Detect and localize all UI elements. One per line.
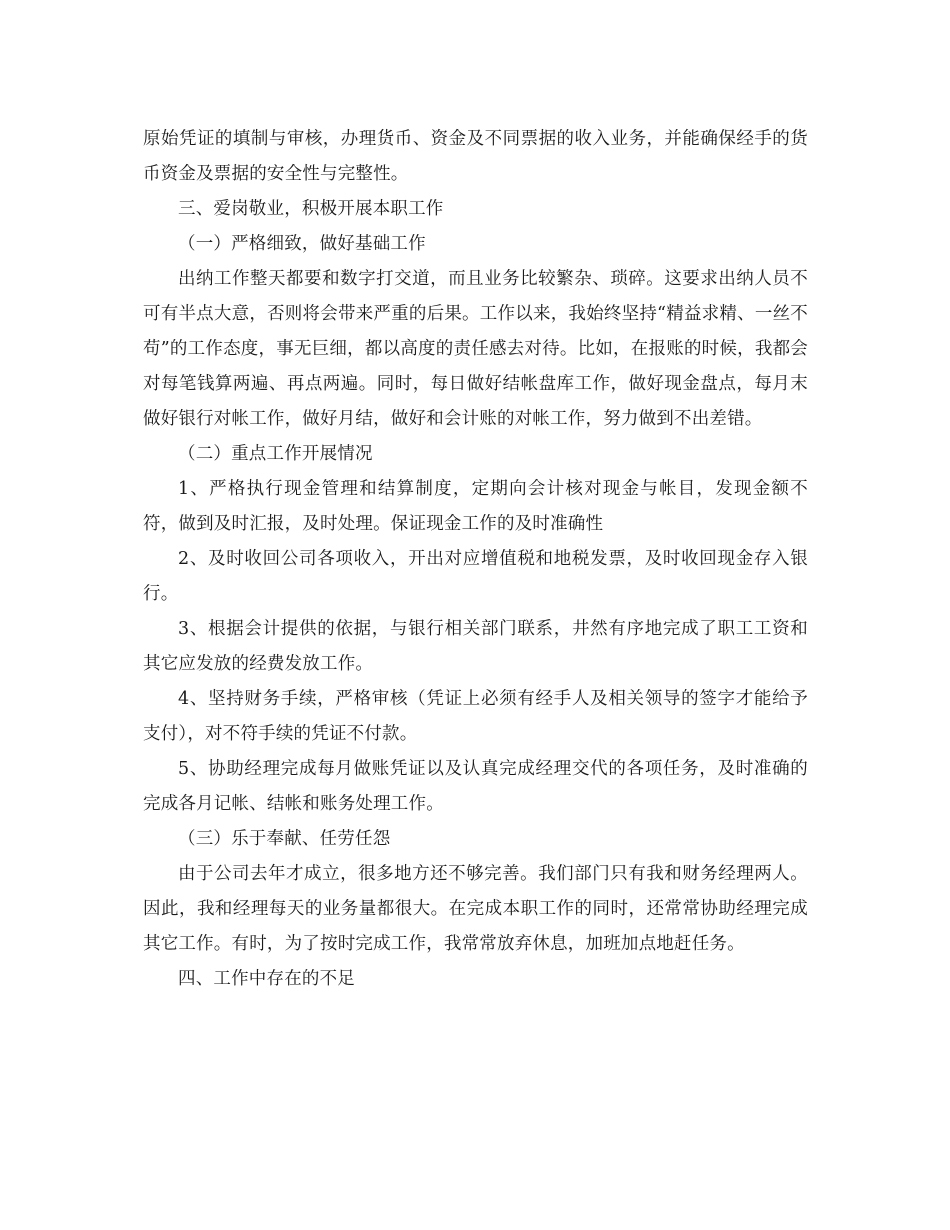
section-heading-four: 四、工作中存在的不足: [178, 969, 355, 989]
list-item-4: 4、坚持财务手续，严格审核（凭证上必须有经手人及相关领导的签字才能给予支付），对不符手续的凭证不付款。: [143, 689, 808, 744]
paragraph-basic-work: 出纳工作整天都要和数字打交道，而且业务比较繁杂、琐碎。这要求出纳人员不可有半点大意，否则将会带来严重的后果。工作以来，我始终坚持“精益求精、一丝不苟”的工作态度，事无巨细，都以高度的责任感去对待。比如，在报账的时候，我都会对每笔钱算两遍、再点两遍。同时，每日做好结帐盘库工作，做好现金盘点，每月末做好银行对帐工作，做好月结，做好和会计账的对帐工作，努力做到不出差错。: [143, 269, 808, 429]
list-item-5: 5、协助经理完成每月做账凭证以及认真完成经理交代的各项任务，及时准确的完成各月记帐、结帐和账务处理工作。: [143, 759, 808, 814]
list-item-3: 3、根据会计提供的依据，与银行相关部门联系，井然有序地完成了职工工资和其它应发放的经费发放工作。: [143, 619, 808, 674]
section-heading-three: 三、爱岗敬业，积极开展本职工作: [178, 199, 444, 219]
subsection-heading-two: （二）重点工作开展情况: [178, 444, 373, 464]
paragraph-dedication: 由于公司去年才成立，很多地方还不够完善。我们部门只有我和财务经理两人。因此，我和经理每天的业务量都很大。在完成本职工作的同时，还常常协助经理完成其它工作。有时，为了按时完成工作，我常常放弃休息，加班加点地赶任务。: [143, 864, 808, 954]
subsection-heading-one: （一）严格细致，做好基础工作: [178, 234, 426, 254]
list-item-1: 1、严格执行现金管理和结算制度，定期向会计核对现金与帐目，发现金额不符，做到及时汇报，及时处理。保证现金工作的及时准确性: [143, 479, 808, 534]
document-body: [143, 122, 808, 997]
list-item-2: 2、及时收回公司各项收入，开出对应增值税和地税发票，及时收回现金存入银行。: [143, 549, 808, 604]
paragraph-continuation: 原始凭证的填制与审核，办理货币、资金及不同票据的收入业务，并能确保经手的货币资金及票据的安全性与完整性。: [143, 129, 808, 184]
subsection-heading-three: （三）乐于奉献、任劳任怨: [178, 829, 391, 849]
